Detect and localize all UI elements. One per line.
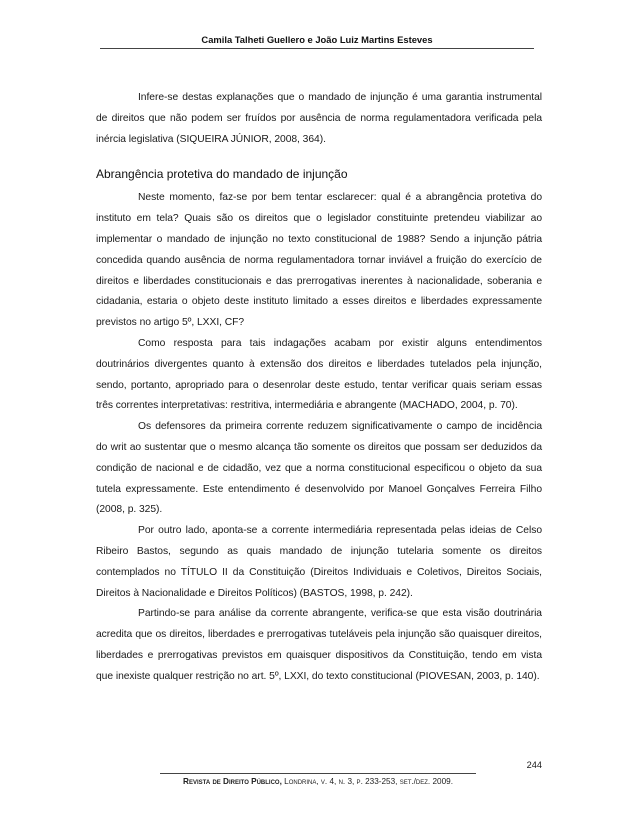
footer-divider <box>160 773 476 774</box>
page-number: 244 <box>526 760 542 770</box>
header-divider <box>100 48 534 49</box>
article-body <box>96 88 542 688</box>
paragraph-5: Partindo-se para análise da corrente abrangente, verifica-se que esta visão doutrinária acredita que os direitos, liberdades e prerrogativas tuteláveis pela injunção são quaisquer direitos, liberdades e prerrogativas previstos em quaisquer dispositivos da Constituição, tendo em vista que inexiste qualquer restrição no art. 5º, LXXI, do texto constitucional (PIOVESAN, 2003, p. 140). <box>96 608 542 682</box>
journal-name: Revista de Direito Público, <box>183 777 282 786</box>
section-title: Abrangência protetiva do mandado de injunção <box>96 167 348 182</box>
paragraph-2: Como resposta para tais indagações acabam por existir alguns entendimentos doutrinários divergentes quanto à extensão dos direitos e liberdades tutelados pela injunção, sendo, portanto, apropriado para o desenrolar deste estudo, tentar verificar quais seriam essas três correntes interpretativas: restritiva, intermediária e abrangente (MACHADO, 2004, p. 70). <box>96 337 542 412</box>
running-header: Camila Talheti Guellero e João Luiz Martins Esteves <box>201 34 433 45</box>
paragraph-3: Os defensores da primeira corrente reduzem significativamente o campo de incidência do writ ao sustentar que o mesmo alcança tão somente os direitos que possam ser deduzidos da condição de nacional e de cidadão, vez que a norma constitucional especificou o objeto da sua tutela expressamente. Este entendimento é desenvolvido por Manoel Gonçalves Ferreira Filho (2008, p. 325). <box>96 421 542 516</box>
intro-paragraph: Infere-se destas explanações que o mandado de injunção é uma garantia instrumental de direitos que não podem ser fruídos por ausência de norma regulamentadora verificada pela inércia legislativa (SIQUEIRA JÚNIOR, 2008, 364). <box>96 92 542 145</box>
paragraph-1: Neste momento, faz-se por bem tentar esclarecer: qual é a abrangência protetiva do instituto em tela? Quais são os direitos que o legislador constituinte pretendeu viabilizar ao implementar o mandado de injunção no texto constitucional de 1988? Sendo a injunção pátria concedida quando ausência de norma regulamentadora tornar inviável a fruição do exercício de direitos e liberdades constitucionais e das prerrogativas inerentes à nacionalidade, soberania e cidadania, estaria o objeto deste instituto limitado a esses direitos e liberdades expressamente previstos no artigo 5º, LXXI, CF? <box>96 192 542 329</box>
journal-details: Londrina, v. 4, n. 3, p. 233-253, set./dez. 2009. <box>281 777 453 786</box>
journal-footer <box>140 777 496 786</box>
paragraph-4: Por outro lado, aponta-se a corrente intermediária representada pelas ideias de Celso Ribeiro Bastos, segundo as quais mandado de injunção tutelaria somente os direitos contemplados no TÍTULO II da Constituição (Direitos Individuais e Coletivos, Direitos Sociais, Direitos à Nacionalidade e Direitos Políticos) (BASTOS, 1998, p. 242). <box>96 525 542 599</box>
